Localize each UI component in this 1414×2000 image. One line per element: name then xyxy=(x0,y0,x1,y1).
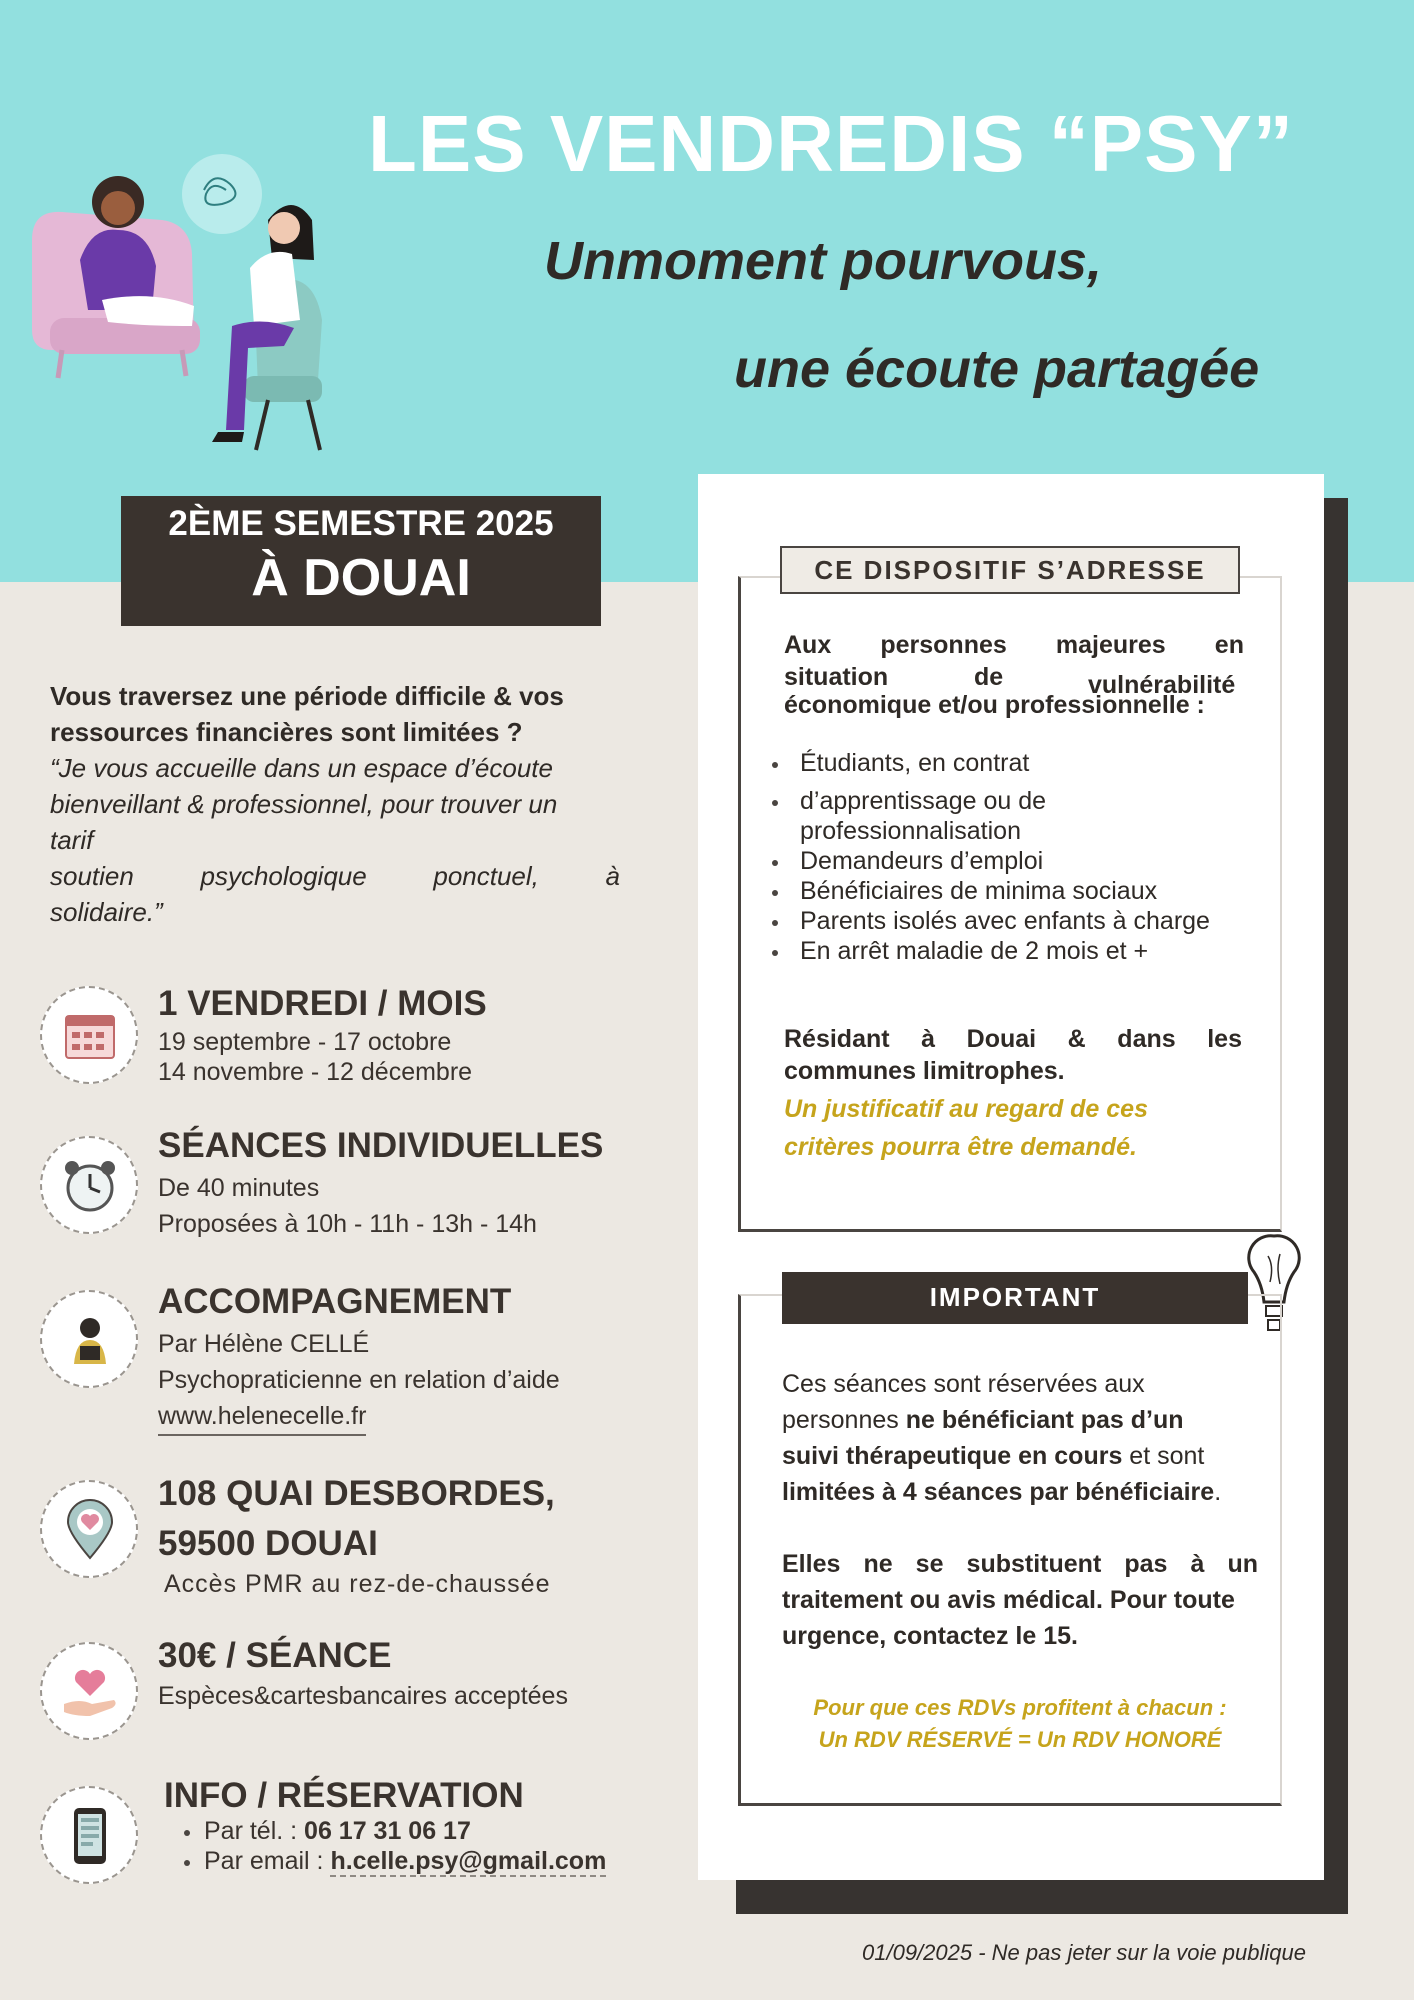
alarm-clock-icon xyxy=(40,1136,138,1234)
bullet-dot xyxy=(184,1860,190,1866)
price-row xyxy=(40,1636,640,1746)
important-line: urgence, contactez le 15. xyxy=(782,1622,1078,1650)
proof-note-line-1: Un justificatif au regard de ces xyxy=(784,1095,1148,1123)
bullet-dot xyxy=(184,1830,190,1836)
email-address[interactable]: h.celle.psy@gmail.com xyxy=(330,1847,607,1875)
semester-banner xyxy=(121,496,601,626)
important-line: traitement ou avis médical. Pour toute xyxy=(782,1586,1235,1614)
lead-word: majeures xyxy=(1055,631,1166,659)
eligibility-lead-line-1 xyxy=(784,630,1244,661)
phone-line[interactable] xyxy=(204,1816,471,1846)
important-line: Elles ne se substituent pas à un xyxy=(782,1550,1258,1578)
contact-row xyxy=(40,1776,640,1906)
support-row xyxy=(40,1282,640,1432)
address-line-1: 108 QUAI DESBORDES, xyxy=(158,1474,555,1513)
subtitle-line-1: Unmoment pourvous, xyxy=(544,231,1103,291)
address-line-2: 59500 DOUAI xyxy=(158,1524,378,1563)
intro-quote-line-3: tarif xyxy=(50,825,94,855)
price-heading: 30€ / SÉANCE xyxy=(158,1636,392,1675)
smartphone-icon xyxy=(40,1786,138,1884)
list-item: Demandeurs d’emploi xyxy=(800,846,1250,876)
motto-line-1: Pour que ces RDVs profitent à chacun : xyxy=(813,1695,1227,1720)
sessions-line-2: Proposées à 10h - 11h - 13h - 14h xyxy=(158,1210,537,1238)
practitioner-icon xyxy=(40,1290,138,1388)
intro-question-line-2: ressources financières sont limitées ? xyxy=(50,717,523,747)
email-label: Par email : xyxy=(204,1847,331,1875)
list-item: Bénéficiaires de minima sociaux xyxy=(800,876,1250,906)
important-paragraph-2 xyxy=(782,1546,1258,1654)
practitioner-title: Psychopraticienne en relation d’aide xyxy=(158,1366,560,1394)
lead-word: personnes xyxy=(880,631,1007,659)
motto xyxy=(770,1692,1270,1756)
eligibility-lead-line-3: économique et/ou professionnelle : xyxy=(784,691,1205,719)
important-line: limitées à 4 séances par bénéficiaire. xyxy=(782,1478,1222,1506)
page-title: LES VENDREDIS “PSY” xyxy=(368,99,1294,188)
accessibility-note: Accès PMR au rez-de-chaussée xyxy=(164,1570,551,1598)
sessions-row xyxy=(40,1126,640,1236)
intro-quote-line-5: solidaire.” xyxy=(50,897,163,927)
resident-line-2: communes limitrophes. xyxy=(784,1057,1065,1085)
therapy-session-illustration xyxy=(22,150,382,470)
important-line: suivi thérapeutique en cours et sont xyxy=(782,1442,1205,1470)
sessions-line-1: De 40 minutes xyxy=(158,1174,320,1202)
resident-line-1: Résidant à Douai & dans les xyxy=(784,1025,1242,1053)
lead-vulnerabilite: vulnérabilité xyxy=(1088,671,1236,699)
eligibility-tag: CE DISPOSITIF S’ADRESSE xyxy=(780,546,1240,594)
intro-quote-line-1: “Je vous accueille dans un espace d’écoute xyxy=(50,753,553,783)
footer-note: 01/09/2025 - Ne pas jeter sur la voie publique xyxy=(862,1940,1306,1965)
phone-label: Par tél. : xyxy=(204,1817,305,1845)
list-item: Étudiants, en contrat xyxy=(800,748,1250,778)
dates-line-1: 19 septembre - 17 octobre xyxy=(158,1028,452,1056)
list-item: Parents isolés avec enfants à charge xyxy=(800,906,1250,936)
payment-methods: Espèces&cartesbancaires acceptées xyxy=(158,1682,568,1710)
calendar-icon xyxy=(40,986,138,1084)
important-line: personnes ne bénéficiant pas d’un xyxy=(782,1406,1184,1434)
important-tag: IMPORTANT xyxy=(782,1272,1248,1324)
location-label: À DOUAI xyxy=(251,549,471,607)
lead-situation: situation xyxy=(784,663,889,691)
intro-text xyxy=(50,678,620,930)
important-paragraph-1 xyxy=(782,1366,1262,1510)
address-row xyxy=(40,1474,640,1598)
email-line[interactable] xyxy=(204,1846,606,1876)
eligibility-list xyxy=(800,748,1250,966)
proof-note-line-2: critères pourra être demandé. xyxy=(784,1133,1137,1161)
motto-line-2: Un RDV RÉSERVÉ = Un RDV HONORÉ xyxy=(818,1727,1222,1752)
lead-word: en xyxy=(1214,631,1244,659)
website-link[interactable]: www.helenecelle.fr xyxy=(158,1398,366,1436)
contact-heading: INFO / RÉSERVATION xyxy=(164,1776,524,1815)
intro-question-line-1: Vous traversez une période difficile & vos xyxy=(50,681,564,711)
location-pin-icon xyxy=(40,1480,138,1578)
heart-hand-icon xyxy=(40,1642,138,1740)
intro-quote-line-2: bienveillant & professionnel, pour trouver un xyxy=(50,789,558,819)
dates-heading: 1 VENDREDI / MOIS xyxy=(158,984,487,1023)
lead-word: Aux xyxy=(784,631,832,659)
support-heading: ACCOMPAGNEMENT xyxy=(158,1282,512,1321)
subtitle-line-2: une écoute partagée xyxy=(734,339,1260,399)
practitioner-name: Par Hélène CELLÉ xyxy=(158,1330,370,1358)
intro-quote-line-4: soutien psychologique ponctuel, à xyxy=(50,861,620,891)
phone-number[interactable]: 06 17 31 06 17 xyxy=(304,1817,471,1845)
semester-label: 2ÈME SEMESTRE 2025 xyxy=(168,504,554,543)
sessions-heading: SÉANCES INDIVIDUELLES xyxy=(158,1126,604,1165)
dates-row xyxy=(40,984,640,1084)
list-item: En arrêt maladie de 2 mois et + xyxy=(800,936,1250,966)
important-line: Ces séances sont réservées aux xyxy=(782,1370,1145,1398)
dates-line-2: 14 novembre - 12 décembre xyxy=(158,1058,473,1086)
list-item-continuation: d’apprentissage ou de professionnalisation xyxy=(800,786,1250,846)
lead-de: de xyxy=(974,663,1004,691)
